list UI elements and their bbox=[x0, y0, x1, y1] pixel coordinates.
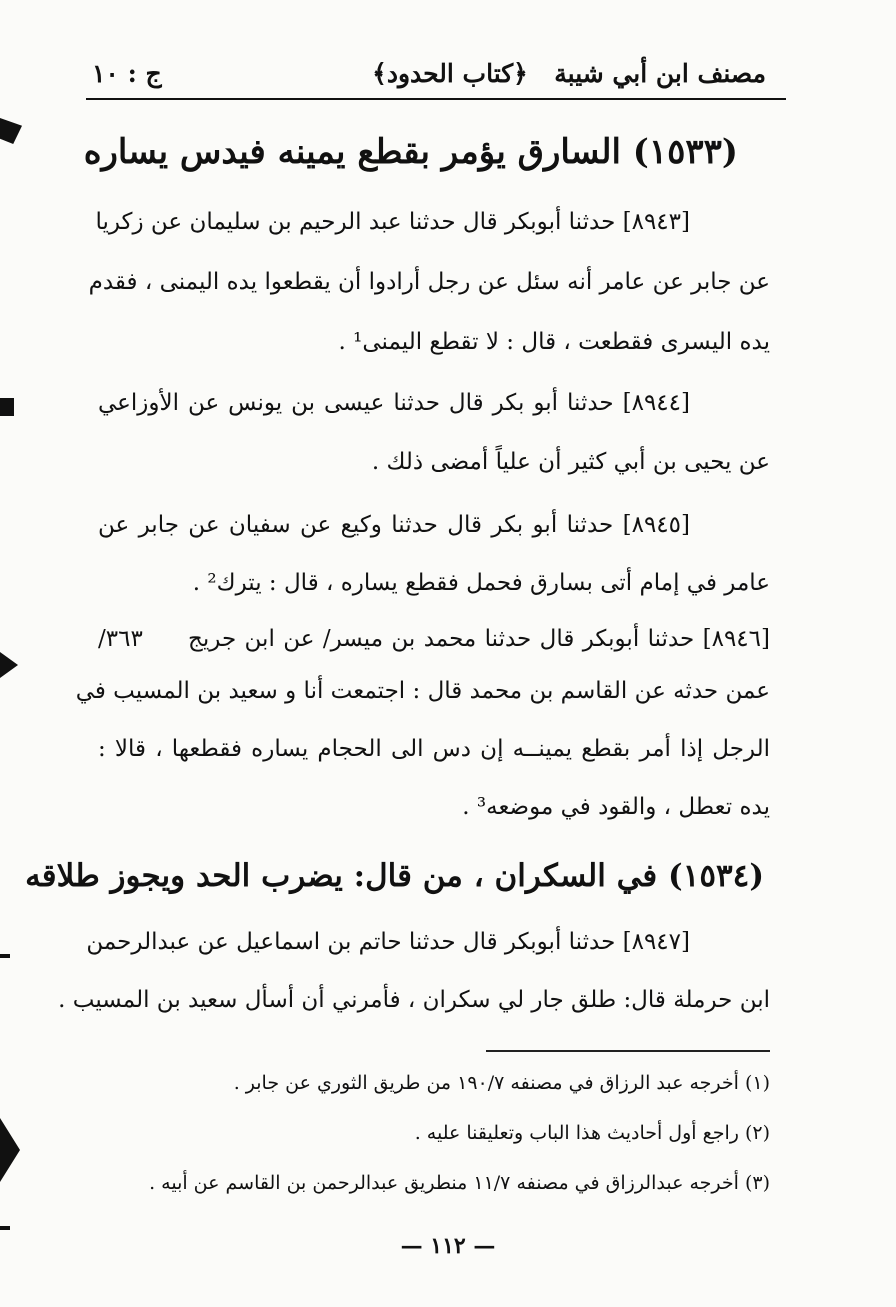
footnote: (٣) أخرجه عبدالرزاق في مصنفه ١١/٧ منطريق عبدالرحمن بن القاسم عن أبيه . bbox=[149, 1172, 770, 1194]
scan-edge-mark bbox=[0, 118, 22, 144]
scan-edge-mark bbox=[0, 1118, 20, 1182]
hadith-line: عامر في إمام أتى بسارق فحمل فقطع يساره ، قال : يترك² . bbox=[192, 570, 770, 596]
page-marker: ٣٦٣/ bbox=[98, 626, 143, 652]
section-heading: (١٥٣٣) السارق يؤمر بقطع يمينه فيدس يساره bbox=[83, 132, 738, 172]
hadith-line: [٨٩٤٥] حدثنا أبو بكر قال حدثنا وكيع عن سفيان عن جابر عن bbox=[98, 512, 690, 538]
hadith-line: عمن حدثه عن القاسم بن محمد قال : اجتمعت أنا و سعيد بن المسيب في bbox=[75, 678, 770, 704]
hadith-line: الرجل إذا أمر بقطع يمينــه إن دس الى الحجام يساره فقطعها ، قالا : bbox=[98, 736, 770, 762]
hadith-line: [٨٩٤٣] حدثنا أبوبكر قال حدثنا عبد الرحيم بن سليمان عن زكريا bbox=[95, 209, 690, 235]
hadith-line: [٨٩٤٤] حدثنا أبو بكر قال حدثنا عيسى بن يونس عن الأوزاعي bbox=[98, 390, 690, 416]
header-rule bbox=[86, 98, 786, 100]
footnote-rule bbox=[486, 1050, 770, 1052]
hadith-line: [٨٩٤٧] حدثنا أبوبكر قال حدثنا حاتم بن اسماعيل عن عبدالرحمن bbox=[86, 929, 690, 955]
scan-edge-mark bbox=[0, 1226, 10, 1230]
volume-number: ج : ١٠ bbox=[92, 59, 162, 88]
scan-edge-mark bbox=[0, 954, 10, 958]
section-heading: (١٥٣٤) في السكران ، من قال: يضرب الحد ويجوز طلاقه bbox=[25, 858, 764, 894]
hadith-line: يده تعطل ، والقود في موضعه³ . bbox=[462, 794, 770, 820]
scan-edge-mark bbox=[0, 652, 18, 678]
book-title: مصنف ابن أبي شيبة bbox=[554, 59, 766, 88]
hadith-line: [٨٩٤٦] حدثنا أبوبكر قال حدثنا محمد بن ميسر/ عن ابن جريج bbox=[188, 626, 770, 652]
hadith-line: عن جابر عن عامر أنه سئل عن رجل أرادوا أن يقطعوا يده اليمنى ، فقدم bbox=[88, 269, 770, 295]
hadith-line: ابن حرملة قال: طلق جار لي سكران ، فأمرني أن أسأل سعيد بن المسيب . bbox=[58, 987, 770, 1013]
hadith-line: يده اليسرى فقطعت ، قال : لا تقطع اليمنى¹ . bbox=[338, 329, 770, 355]
page-number: — ١١٢ — bbox=[400, 1233, 496, 1259]
hadith-line: عن يحيى بن أبي كثير أن علياً أمضى ذلك . bbox=[371, 449, 770, 475]
scan-edge-mark bbox=[0, 398, 14, 416]
footnote: (٢) راجع أول أحاديث هذا الباب وتعليقنا عليه . bbox=[414, 1122, 770, 1144]
chapter-title: ﴿كتاب الحدود﴾ bbox=[372, 59, 528, 88]
footnote: (١) أخرجه عبد الرزاق في مصنفه ١٩٠/٧ من طريق الثوري عن جابر . bbox=[233, 1072, 770, 1094]
